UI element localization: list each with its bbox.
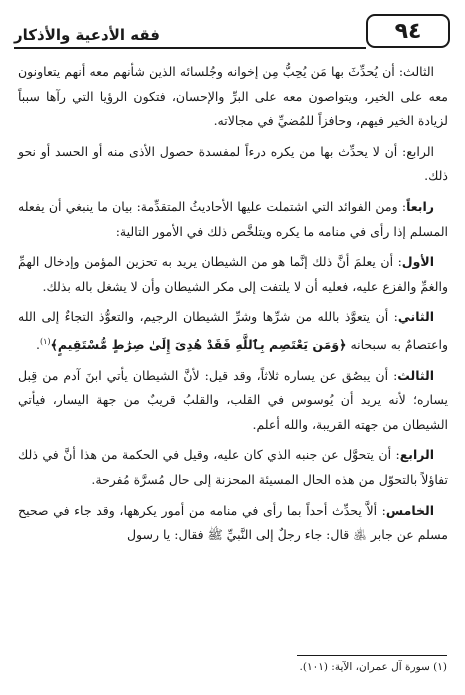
paragraph: الثاني: أن يتعوَّذ بالله من شرِّها وشرِّ الشيطان الرجيم، والتعوُّذ التجاءٌ إلى الله واعتصامٌ به سبحانه ﴿وَمَن يَعْتَصِم بِٱللَّهِ فَقَدْ هُدِىَ إِلَىٰ صِرَٰطٍ مُّسْتَقِيمٍ﴾$^{(١)}$. bbox=[18, 309, 448, 353]
page-header bbox=[14, 14, 450, 56]
page-body bbox=[18, 60, 448, 554]
paragraph bbox=[18, 250, 448, 299]
footnote-marker[interactable]: (١) bbox=[40, 336, 51, 346]
footnote: (١) سورة آل عمران، الآية: (١٠١). bbox=[299, 661, 447, 673]
page-number-box bbox=[366, 14, 450, 48]
paragraph-lead: الثالث bbox=[397, 367, 434, 383]
paragraph bbox=[18, 443, 448, 492]
footnote-rule bbox=[297, 655, 447, 656]
paragraph-text: : ومن الفوائد التي اشتملت عليها الأحاديثُ المتقدِّمة: بيان ما ينبغي أن يفعله المسلم إذا رأى في منامه ما يكره ويتلخَّص ذلك في الأمور التالية: bbox=[18, 198, 448, 239]
book-title: فقه الأدعية والأذكار bbox=[14, 26, 160, 44]
paragraph bbox=[18, 195, 448, 244]
paragraph-lead: الثاني bbox=[397, 309, 434, 325]
paragraph-text: : ألاَّ يحدِّث أحداً بما رأى في منامه من أمور يكرهها، وقد جاء في صحيح مسلم عن جابر ﵁ قال: جاء رجلٌ إلى النَّبيِّ ﷺ فقال: يا رسول bbox=[18, 502, 448, 543]
paragraph-text: : أن يتحوَّل عن جنبه الذي كان عليه، وقيل في الحكمة من هذا أنَّ في ذلك تفاؤلاً بالتحوّل من هذه الحال المسيئة المحزنة إلى حال مُسرَّة مُفرحة. bbox=[18, 447, 448, 488]
paragraph-text: : أن يعلمَ أنَّ ذلك إنَّما هو من الشيطان يريد به تحزين المؤمن وإدخال الهمِّ والغمِّ والفزع عليه، فعليه أن لا يلتفت إلى مكر الشيطان وأن لا يشغل باله بذلك. bbox=[18, 254, 448, 294]
paragraph bbox=[18, 140, 448, 189]
paragraph bbox=[18, 60, 448, 134]
paragraph-lead: الخامس bbox=[385, 502, 434, 518]
paragraph-text: الثالث: أن يُحدِّثَ بها مَن يُحِبُّ مِن إخوانه وجُلسائه الذين شأنهم معه أنهم يتعاونون معه على الخير، ويتواصون معه على البرِّ والإحسان، فتكون الرؤيا التي رآها سبباً لزيادة الخير فيهم، وحافزاً للمُضيِّ في مجالاته. bbox=[18, 64, 448, 129]
quran-verse: ﴿وَمَن يَعْتَصِم بِٱللَّهِ فَقَدْ هُدِىَ إِلَىٰ صِرَٰطٍ مُّسْتَقِيمٍ﴾ bbox=[50, 337, 347, 353]
paragraph-text: : أن يتعوَّذ بالله من شرِّها وشرِّ الشيطان الرجيم، والتعوُّذ التجاءٌ إلى الله واعتصامٌ به سبحانه bbox=[18, 309, 448, 353]
paragraph-lead: الأول bbox=[401, 254, 434, 270]
paragraph bbox=[18, 499, 448, 548]
header-rule bbox=[14, 47, 366, 49]
paragraph-text: الرابع: أن لا يحدِّث بها من يكره درءاً لمفسدة حصول الأذى منه أو الحسد أو نحو ذلك. bbox=[18, 143, 448, 184]
page-number: ٩٤ bbox=[394, 18, 422, 44]
paragraph-lead: الرابع bbox=[399, 447, 434, 463]
paragraph-lead: رابعاً bbox=[406, 198, 434, 214]
paragraph bbox=[18, 364, 448, 438]
paragraph-text: : أن يبصُق عن يساره ثلاثاً، وقد قيل: لأنَّ الشيطان يأتي ابنَ آدم من قِبل يساره؛ لأنه يريد أن يُوسوس في القلب، والقلبُ قريبٌ من جهة اليسار، فيأتي الشيطان من جهته القريبة، والله أعلم. bbox=[18, 367, 448, 432]
